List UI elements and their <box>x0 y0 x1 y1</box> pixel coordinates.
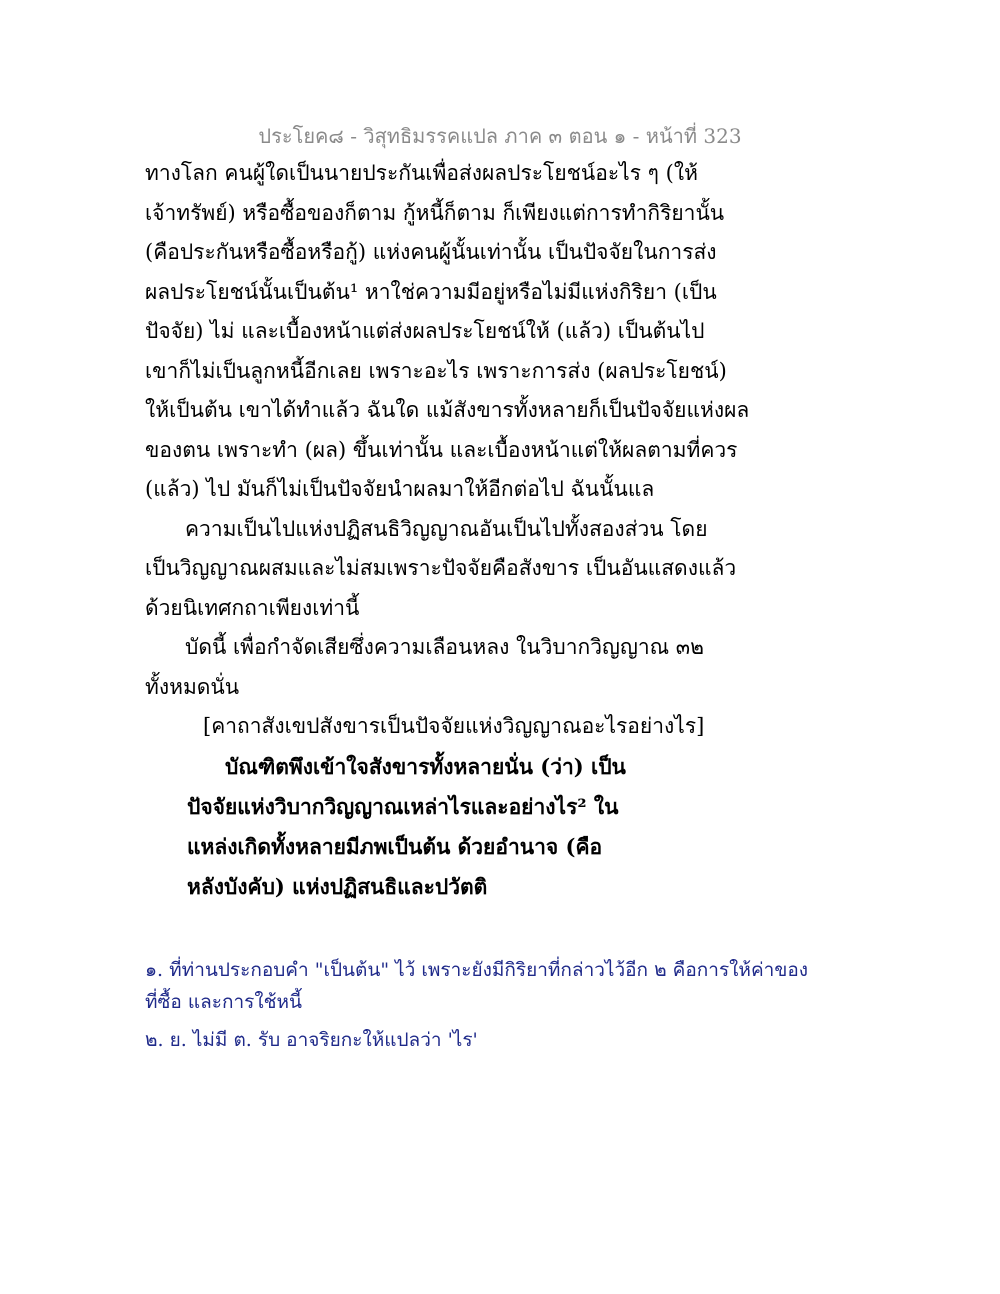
paragraph-line: เป็นวิญญาณผสมและไม่สมเพราะปัจจัยคือสังขาร เป็นอันแสดงแล้ว <box>145 556 737 580</box>
footnote-line: ที่ซื้อ และการใช้หนี้ <box>145 991 303 1013</box>
body-line: เขาก็ไม่เป็นลูกหนี้อีกเลย เพราะอะไร เพราะการส่ง (ผลประโยชน์) <box>145 358 727 383</box>
paragraph-line: ทั้งหมดนั่น <box>145 674 240 699</box>
body-line: ปัจจัย) ไม่ และเบื้องหน้าแต่ส่งผลประโยชน์ให้ (แล้ว) เป็นต้นไป <box>145 319 705 343</box>
body-line: (คือประกันหรือซื้อหรือกู้) แห่งคนผู้นั้นเท่านั้น เป็นปัจจัยในการส่ง <box>145 240 717 264</box>
verse-line: ปัจจัยแห่งวิบากวิญญาณเหล่าไรและอย่างไร² ใน <box>187 793 619 819</box>
verse-line: บัณฑิตพึงเข้าใจสังขารทั้งหลายนั่น (ว่า) เป็น <box>225 753 626 779</box>
footnote-line: ๒. ย. ไม่มี ต. รับ อาจริยกะให้แปลว่า 'ไร' <box>145 1029 478 1051</box>
body-line: ผลประโยชน์นั้นเป็นต้น¹ หาใช่ความมีอยู่หรือไม่มีแห่งกิริยา (เป็น <box>145 279 717 304</box>
verse-line: หลังบังคับ) แห่งปฏิสนธิและปวัตติ <box>187 873 488 899</box>
body-line: (แล้ว) ไป มันก็ไม่เป็นปัจจัยนำผลมาให้อีกต่อไป ฉันนั้นแล <box>145 477 655 501</box>
body-line: ทางโลก คนผู้ใดเป็นนายประกันเพื่อส่งผลประโยชน์อะไร ๆ (ให้ <box>145 161 698 185</box>
paragraph-line: ความเป็นไปแห่งปฏิสนธิวิญญาณอันเป็นไปทั้งสองส่วน โดย <box>185 516 708 541</box>
footnote-line: ๑. ที่ท่านประกอบคำ "เป็นต้น" ไว้ เพราะยังมีกิริยาที่กล่าวไว้อีก ๒ คือการให้ค่าของ <box>145 959 809 981</box>
footnotes <box>145 954 809 1056</box>
page-header: ประโยค๘ - วิสุทธิมรรคแปล ภาค ๓ ตอน ๑ - หน้าที่ 323 <box>258 124 742 148</box>
paragraph-line: บัดนี้ เพื่อกำจัดเสียซึ่งความเลือนหลง ในวิบากวิญญาณ ๓๒ <box>185 635 704 659</box>
body-text <box>145 154 750 907</box>
paragraph-line: ด้วยนิเทศกถาเพียงเท่านี้ <box>145 595 360 620</box>
section-heading: [คาถาสังเขปสังขารเป็นปัจจัยแห่งวิญญาณอะไรอย่างไร] <box>203 714 705 738</box>
verse-line: แหล่งเกิดทั้งหลายมีภพเป็นต้น ด้วยอำนาจ (คือ <box>187 833 603 859</box>
body-line: เจ้าทรัพย์) หรือซื้อของก็ตาม กู้หนี้ก็ตาม ก็เพียงแต่การทำกิริยานั้น <box>145 200 725 225</box>
body-line: ของตน เพราะทำ (ผล) ขึ้นเท่านั้น และเบื้องหน้าแต่ให้ผลตามที่ควร <box>145 437 738 462</box>
body-line: ให้เป็นต้น เขาได้ทำแล้ว ฉันใด แม้สังขารทั้งหลายก็เป็นปัจจัยแห่งผล <box>145 398 750 422</box>
